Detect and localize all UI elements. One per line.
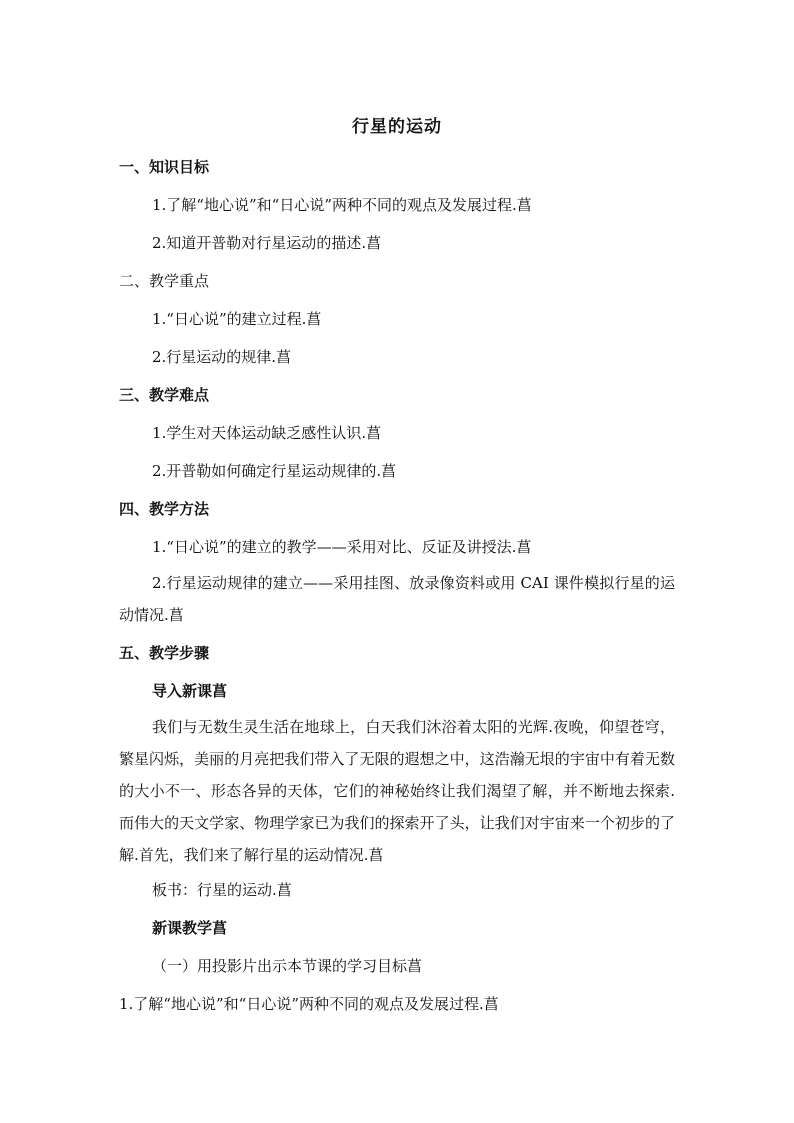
teaching-method-1: 1.“日心说”的建立的教学——采用对比、反证及讲授法.菖 [152,538,532,556]
teaching-difficulty-1: 1.学生对天体运动缺乏感性认识.菖 [152,424,382,442]
teaching-focus-1: 1.“日心说”的建立过程.菖 [152,310,322,328]
teaching-method-2: 2.行星运动规律的建立——采用挂图、放录像资料或用 CAI 课件模拟行星的运动情况.菖 [119,574,675,624]
heading-teaching-steps: 五、教学步骤 [119,644,210,662]
board-writing: 板书：行星的运动.菖 [152,881,292,899]
learning-goal-1: 1.了解“地心说”和“日心说”两种不同的观点及发展过程.菖 [119,995,499,1013]
heading-teaching-focus: 二、教学重点 [119,272,210,290]
document-title: 行星的运动 [352,117,442,137]
intro-paragraph: 我们与无数生灵生活在地球上，白天我们沐浴着太阳的光辉.夜晚，仰望苍穹，繁星闪烁，美丽的月亮把我们带入了无限的遐想之中，这浩瀚无垠的宇宙中有着无数的大小不一、形态各异的天体，它们的神秘始终让我们渴望了解，并不断地去探索.而伟大的天文学家、物理学家已为我们的探索开了头，让我们对宇宙来一个初步的了解.首先，我们来了解行星的运动情况.菖 [119,718,675,864]
heading-teaching-difficulties: 三、教学难点 [119,386,210,404]
subheading-lesson-intro: 导入新课菖 [152,682,228,700]
teaching-focus-2: 2.行星运动的规律.菖 [152,348,292,366]
heading-knowledge-goals: 一、知识目标 [119,158,210,176]
knowledge-goal-1: 1.了解“地心说”和“日心说”两种不同的观点及发展过程.菖 [152,196,532,214]
heading-teaching-methods: 四、教学方法 [119,500,210,518]
step-projection-goals: （一）用投影片出示本节课的学习目标菖 [152,957,423,975]
subheading-new-lesson: 新课教学菖 [152,919,228,937]
knowledge-goal-2: 2.知道开普勒对行星运动的描述.菖 [152,234,382,252]
teaching-difficulty-2: 2.开普勒如何确定行星运动规律的.菖 [152,462,397,480]
